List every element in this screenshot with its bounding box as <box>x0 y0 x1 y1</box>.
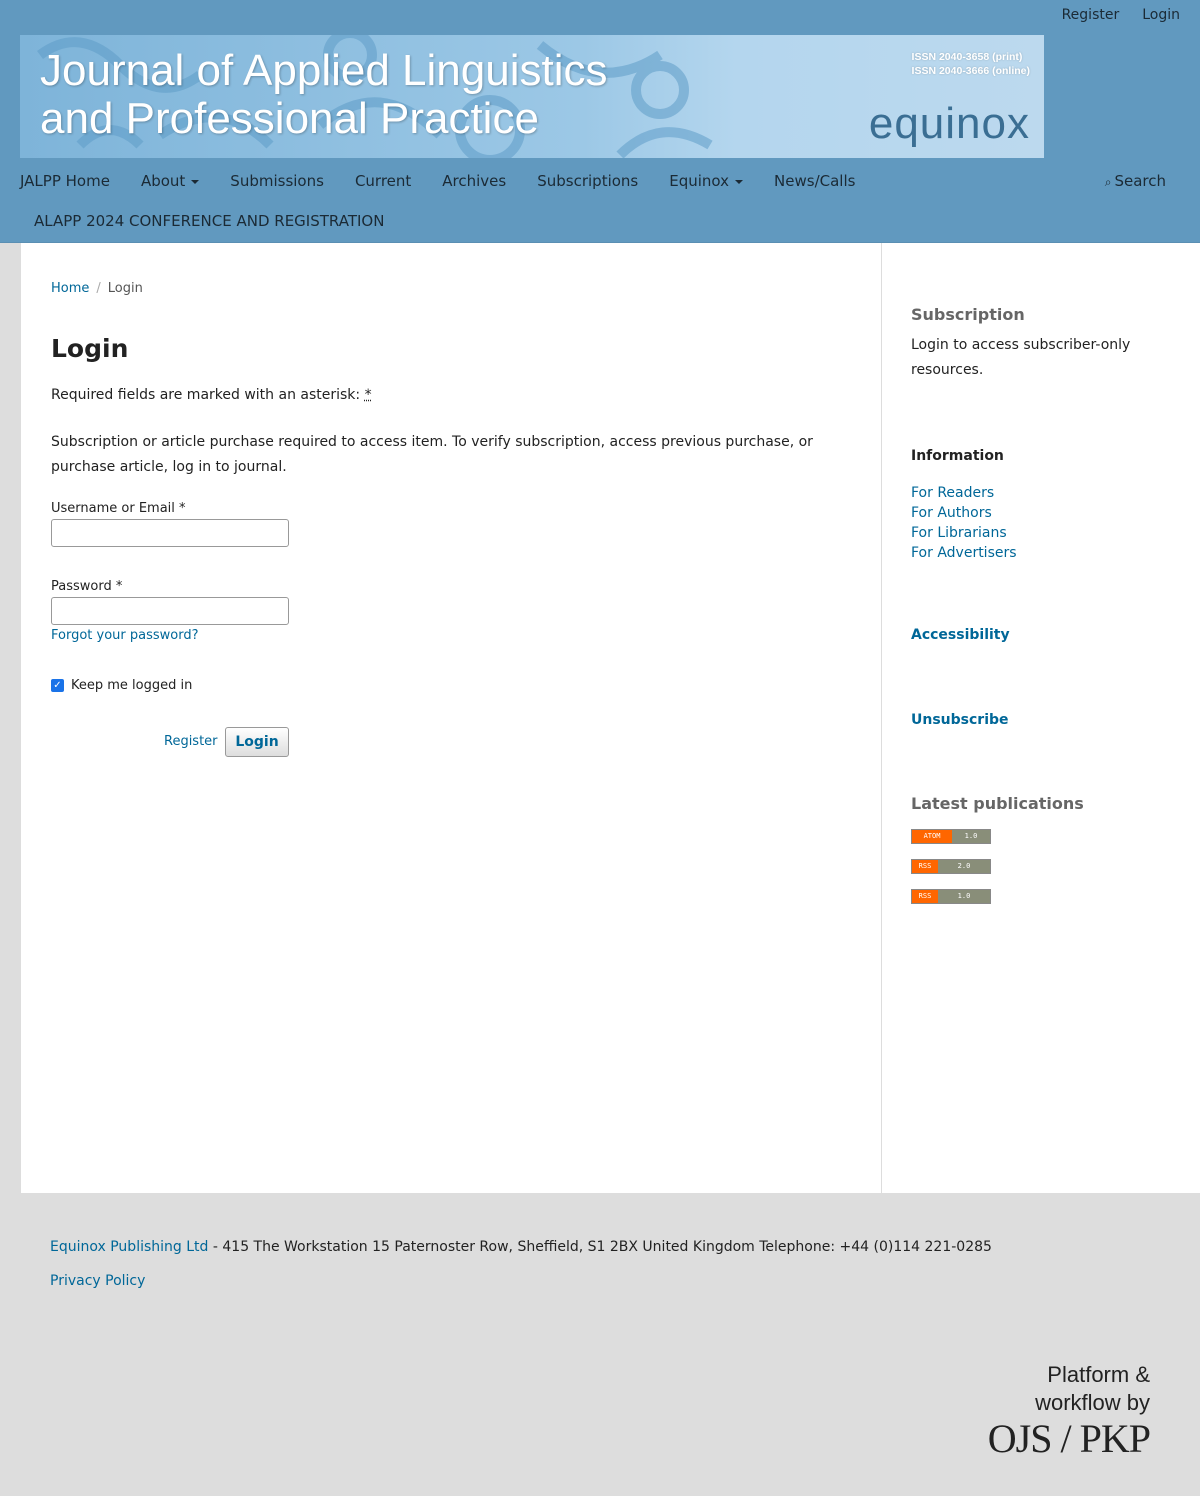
breadcrumb-separator: / <box>96 281 101 296</box>
journal-title-line2: and Professional Practice <box>40 94 539 143</box>
nav-current[interactable]: Current <box>354 172 412 190</box>
nav-news-calls[interactable]: News/Calls <box>774 172 856 190</box>
privacy-policy-link[interactable]: Privacy Policy <box>50 1273 146 1289</box>
equinox-logo: equinox <box>868 99 1030 148</box>
for-advertisers-link[interactable]: For Advertisers <box>911 545 1017 561</box>
password-input[interactable] <box>51 597 289 625</box>
atom-feed-badge[interactable]: ATOM 1.0 <box>911 829 991 844</box>
for-librarians-link[interactable]: For Librarians <box>911 525 1007 541</box>
login-link[interactable]: Login <box>1142 7 1180 23</box>
unsubscribe-link[interactable]: Unsubscribe <box>911 712 1009 728</box>
login-button[interactable]: Login <box>225 727 289 757</box>
nav-subscriptions[interactable]: Subscriptions <box>537 172 639 190</box>
latest-publications-heading: Latest publications <box>911 794 1084 813</box>
journal-banner[interactable] <box>20 35 1044 158</box>
issn-block <box>912 50 1030 78</box>
password-label: Password * <box>51 579 123 594</box>
remember-me[interactable] <box>51 678 192 693</box>
footer-address: Equinox Publishing Ltd - 415 The Workstation 15 Paternoster Row, Sheffield, S1 2BX United Kingdom Telephone: +44 (0)114 221-0285 <box>50 1239 992 1255</box>
nav-about[interactable]: About <box>141 172 199 190</box>
breadcrumb-home[interactable]: Home <box>51 281 90 296</box>
main-content <box>20 243 1200 1193</box>
journal-title-line1: Journal of Applied Linguistics <box>40 46 608 95</box>
nav-equinox[interactable]: Equinox <box>669 172 743 190</box>
rss1-feed-badge[interactable]: RSS 1.0 <box>911 889 991 904</box>
subscription-heading: Subscription <box>911 305 1025 324</box>
information-links <box>911 483 1017 563</box>
chevron-down-icon <box>191 180 199 184</box>
breadcrumb-current: Login <box>107 281 143 296</box>
sidebar-divider <box>881 243 882 1193</box>
chevron-down-icon <box>735 180 743 184</box>
for-readers-link[interactable]: For Readers <box>911 485 995 501</box>
required-asterisk: * <box>364 387 372 403</box>
register-link[interactable]: Register <box>1061 7 1120 23</box>
search-link[interactable]: ⌕ Search <box>1104 172 1166 190</box>
primary-nav <box>20 172 886 190</box>
pkp-brand-link[interactable] <box>988 1361 1150 1461</box>
equinox-publishing-link[interactable]: Equinox Publishing Ltd <box>50 1239 209 1255</box>
breadcrumb <box>51 281 143 296</box>
username-input[interactable] <box>51 519 289 547</box>
page-title: Login <box>51 334 129 363</box>
nav-submissions[interactable]: Submissions <box>230 172 324 190</box>
rss2-feed-badge[interactable]: RSS 2.0 <box>911 859 991 874</box>
for-authors-link[interactable]: For Authors <box>911 505 992 521</box>
site-header <box>0 0 1200 243</box>
site-footer <box>0 1193 1200 1496</box>
ojs-pkp-logo: OJS / PKP <box>987 1416 1150 1461</box>
accessibility-link[interactable]: Accessibility <box>911 627 1010 643</box>
platform-line2: workflow by <box>1035 1390 1150 1415</box>
register-button[interactable]: Register <box>164 734 218 749</box>
username-label: Username or Email * <box>51 501 186 516</box>
nav-jalpp-home[interactable]: JALPP Home <box>20 172 110 190</box>
nav-archives[interactable]: Archives <box>442 172 507 190</box>
information-heading: Information <box>911 448 1004 464</box>
remember-label: Keep me logged in <box>71 678 193 693</box>
remember-checkbox[interactable]: ✓ <box>51 679 64 692</box>
forgot-password-link[interactable]: Forgot your password? <box>51 628 199 643</box>
platform-line1: Platform & <box>1047 1362 1150 1387</box>
subscription-text: Login to access subscriber-only resources. <box>911 337 1131 378</box>
journal-title <box>40 47 607 143</box>
subscription-note: Subscription or article purchase required to access item. To verify subscription, access previous purchase, or purchase article, log in to journal. <box>51 434 813 475</box>
required-note: Required fields are marked with an asterisk: * <box>51 387 372 403</box>
nav-conference[interactable]: ALAPP 2024 CONFERENCE AND REGISTRATION <box>34 212 385 230</box>
user-nav <box>1062 7 1180 23</box>
issn-print: ISSN 2040-3658 (print) <box>911 51 1023 63</box>
issn-online: ISSN 2040-3666 (online) <box>911 65 1030 77</box>
search-icon: ⌕ <box>1104 175 1112 189</box>
